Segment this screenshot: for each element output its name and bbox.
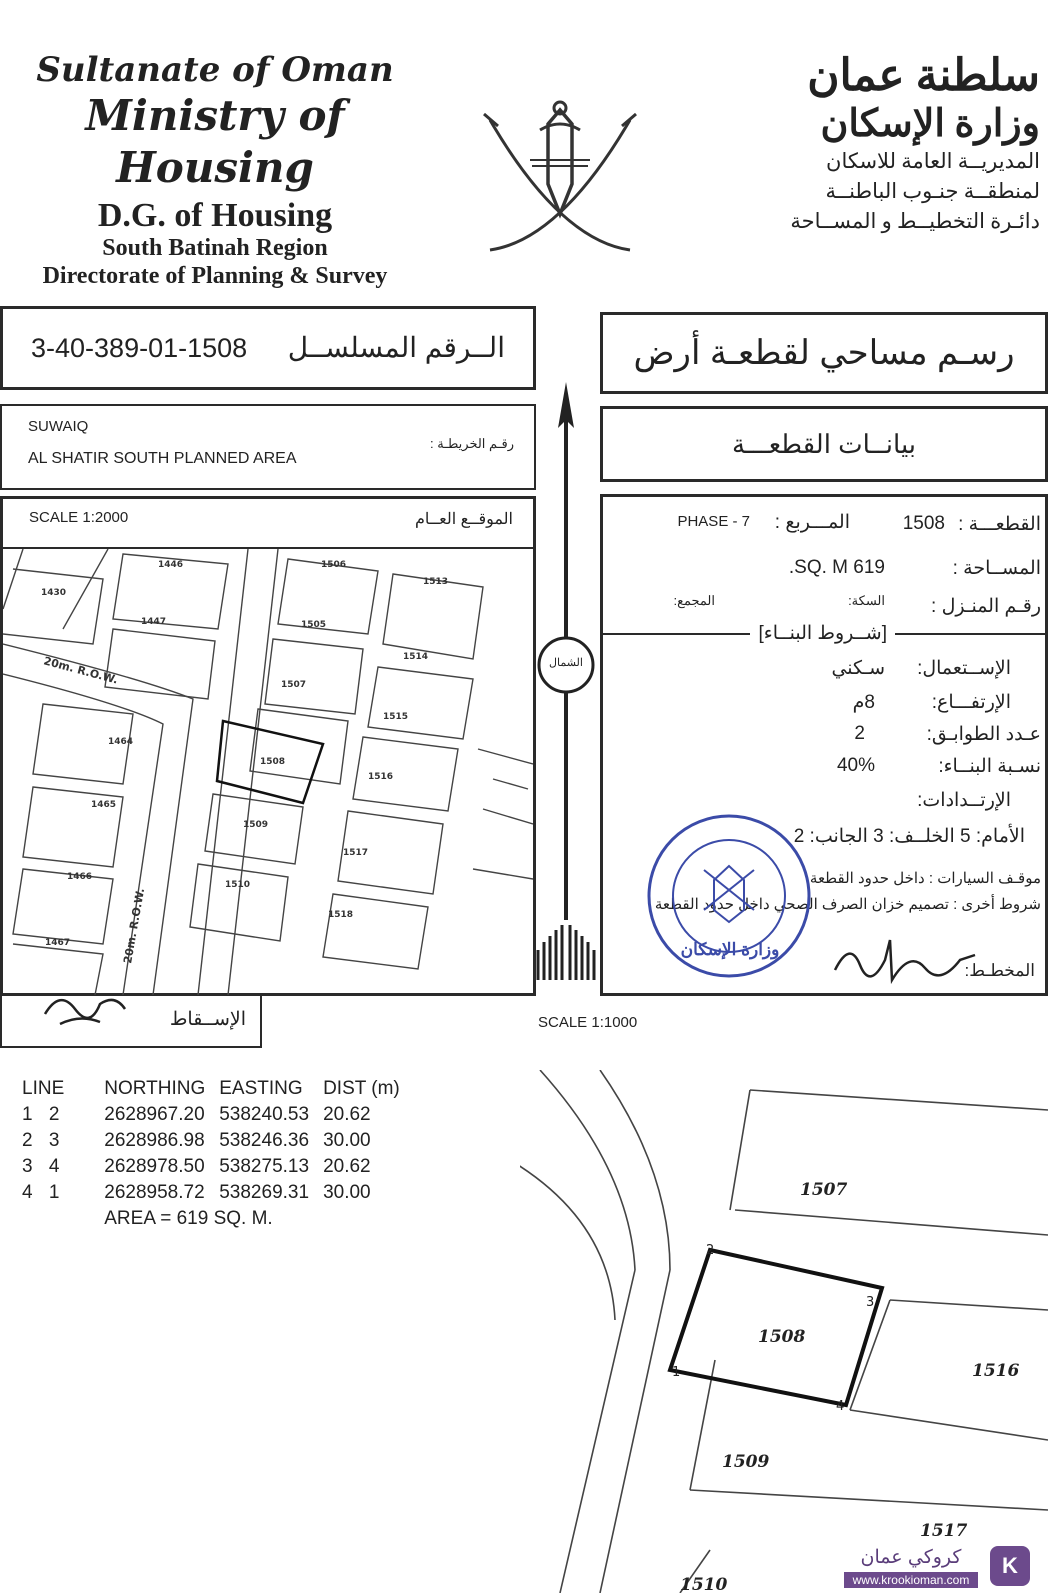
row-from: 2 [22,1130,33,1151]
header-en-line5: Directorate of Planning & Survey [42,263,388,289]
header-en-line2: Ministry of Housing [85,91,345,192]
krooki-logo-icon: K [990,1546,1030,1586]
site-location-label: الموقــع العــام [414,511,513,528]
site-scale: SCALE 1:2000 [29,509,129,526]
north-arrow-icon [530,380,602,995]
document-title-box [600,312,1048,394]
height-value: 8م [852,692,875,713]
row-easting: 538246.36 [219,1130,310,1151]
header-dist: DIST (m) [323,1078,400,1099]
other-conditions: شروط أخرى : تصميم خزان الصرف الصحي داخل حدود القطعة [654,896,1041,913]
row-northing: 2628986.98 [104,1130,205,1151]
row-northing: 2628967.20 [104,1104,205,1125]
header-line: LINE [22,1078,65,1099]
complex-label: المجمع: [673,593,715,608]
site-plot-1464: 1464 [108,737,134,747]
row-dist: 20.62 [323,1156,371,1177]
table-row [22,1102,414,1128]
plot-data-title: بيانــات القطعـــة [731,429,917,459]
site-plot-1446: 1446 [158,560,184,570]
site-plot-1510: 1510 [225,880,251,890]
north-label: الشمال [549,657,583,669]
site-plot-1467: 1467 [45,938,71,948]
area-row [22,1206,414,1232]
site-plot-1514: 1514 [403,652,429,662]
row-easting: 538240.53 [219,1104,310,1125]
header-en-line3: D.G. of Housing [97,197,333,234]
site-plot-1513: 1513 [423,577,449,587]
corner-3: 3 [866,1295,875,1310]
height-label: الإرتفـــاع: [931,692,1011,713]
area-label: المســاحة : [952,558,1041,579]
serial-number-box [0,306,536,390]
site-plot-1518: 1518 [328,910,354,920]
area-total: AREA = 619 SQ. M. [104,1208,273,1229]
site-plot-1508: 1508 [260,757,286,767]
header-ar-line1: سلطنة عمان [807,51,1040,100]
building-conditions-text: شــروط البنــاء [763,623,882,644]
oman-emblem-icon [470,90,650,260]
row-to: 3 [48,1130,60,1151]
row-to: 1 [48,1182,60,1203]
site-row-label-1: 20m. R.O.W. [42,654,120,687]
table-row [22,1128,414,1154]
location-line2: AL SHATIR SOUTH PLANNED AREA [28,450,297,467]
table-row [22,1180,414,1206]
row-to: 4 [48,1156,60,1177]
general-site-map [3,549,533,995]
detail-plot-1508: 1508 [758,1327,806,1347]
row-from: 3 [22,1156,33,1177]
use-value: سـكني [831,658,885,679]
serial-number-label: الــرقم المسلســل [287,332,505,363]
site-plot-1505: 1505 [301,620,327,630]
parking-condition: موقـف السيارات : داخل حدود القطعة [809,870,1041,887]
document-title: رسـم مساحي لقطعـة أرض [633,334,1015,372]
row-dist: 20.62 [323,1104,371,1125]
row-from: 1 [22,1104,33,1125]
row-to: 2 [48,1104,60,1125]
use-label: الإســتعمال: [917,658,1011,679]
setbacks-value: الأمام: 5 الخلــف: 3 الجانب: 2 [793,826,1025,847]
watermark-url: www.krookioman.com [844,1572,978,1588]
drop-label: الإســقاط [169,1009,246,1030]
floors-label: عـدد الطوابـق: [926,724,1041,745]
coordinates-table [22,1076,414,1232]
detail-plot-1516: 1516 [972,1361,1020,1381]
location-box [0,404,536,490]
plot-number-value: 1508 [902,513,945,534]
detail-plot-1510: 1510 [680,1575,728,1593]
detail-map [520,1070,1048,1593]
table-row [22,1154,414,1180]
header-ar-line4: لمنطقــة جنـوب الباطنــة [825,179,1040,203]
map-number-label: رقـم الخريطـة : [430,436,514,451]
site-plot-1507: 1507 [281,680,307,690]
site-plot-1506: 1506 [321,560,347,570]
row-northing: 2628958.72 [104,1182,205,1203]
site-plot-1447: 1447 [141,617,167,627]
header-ar-line3: المديريــة العامة للاسكان [826,149,1040,173]
watermark-name: كروكي عمان [860,1547,962,1568]
building-conditions-title: [شــروط البنــاء] [750,622,895,645]
corner-1: 1 [672,1365,681,1380]
area-value: 619 SQ. M. [788,557,885,578]
row-easting: 538269.31 [219,1182,310,1203]
site-plot-1430: 1430 [41,588,67,598]
header-arabic [710,50,1040,236]
ratio-label: نسـبة البنــاء: [938,756,1041,777]
house-number-label: رقـم المنـزل : [931,596,1041,617]
header-northing: NORTHING [104,1078,206,1099]
detail-plot-1509: 1509 [722,1452,770,1472]
square-value: PHASE - 7 [677,513,750,530]
plot-data-title-box [600,406,1048,482]
row-from: 4 [22,1182,33,1203]
site-plot-1466: 1466 [67,872,93,882]
initials-signature-icon [40,984,130,1034]
row-dist: 30.00 [323,1182,371,1203]
street-label: السكة: [848,593,885,608]
stamp-text: وزارة الإسكان [680,940,780,959]
header-ar-line2: وزارة الإسكان [820,103,1040,145]
site-plot-1509: 1509 [243,820,269,830]
planner-label: المخطـط: [964,961,1035,980]
header-easting: EASTING [219,1078,303,1099]
detail-plot-1507: 1507 [800,1180,848,1200]
row-dist: 30.00 [323,1130,371,1151]
floors-value: 2 [854,723,865,744]
serial-number-value: 3-40-389-01-1508 [31,333,248,363]
location-line1: SUWAIQ [28,418,89,435]
general-site-box [0,496,536,996]
header-en-line4: South Batinah Region [102,235,328,261]
site-plot-1517: 1517 [343,848,369,858]
row-easting: 538275.13 [219,1156,310,1177]
header-ar-line5: دائـرة التخطيــط و المســاحة [790,209,1040,233]
signature-icon [830,930,980,990]
setbacks-label: الإرتــدادات: [917,790,1011,811]
row-northing: 2628978.50 [104,1156,205,1177]
site-plot-1515: 1515 [383,712,409,722]
site-plot-1516: 1516 [368,772,394,782]
coordinates-header-row [22,1076,414,1102]
square-label: المـــربع : [774,512,850,533]
header-en-line1: Sultanate of Oman [36,50,394,90]
plot-number-label: القطعـــة : [958,514,1041,535]
site-row-label-2: 20m. R.O.W. [121,887,148,965]
site-plot-1465: 1465 [91,800,117,810]
detail-plot-1517: 1517 [920,1521,968,1541]
corner-4: 4 [836,1399,845,1414]
ratio-value: 40% [836,755,875,776]
header-english [0,50,430,290]
drop-scale: SCALE 1:1000 [538,1014,638,1031]
corner-2: 2 [706,1243,715,1258]
